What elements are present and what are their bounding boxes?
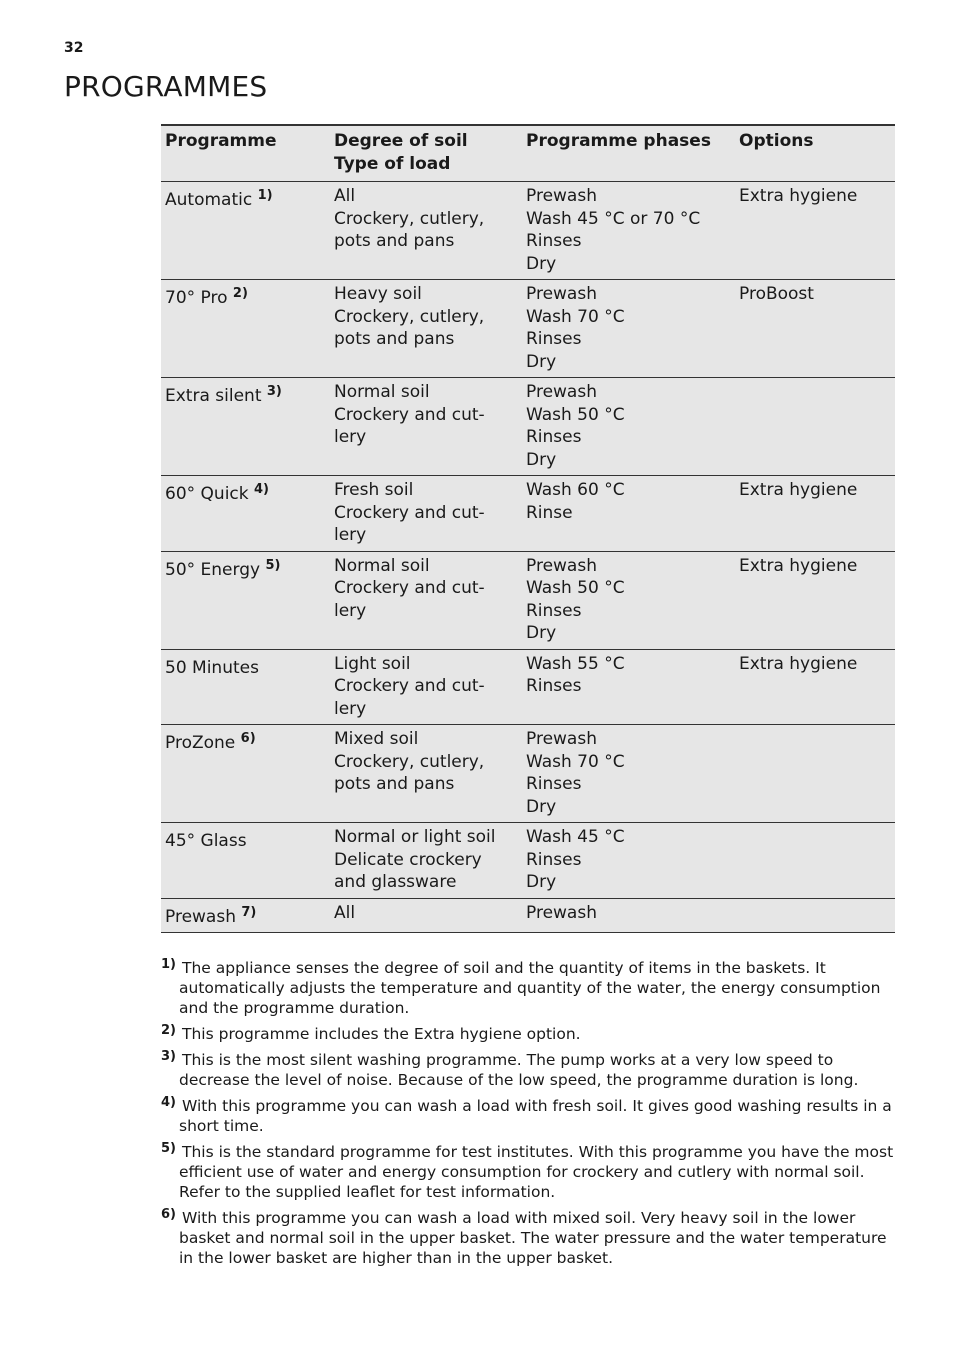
table-row <box>161 649 895 725</box>
options-cell <box>735 476 895 552</box>
phases-cell <box>522 280 735 378</box>
phase-line: Rinses <box>526 600 582 621</box>
programmes-table <box>161 124 895 933</box>
soil-line: lery <box>334 427 367 447</box>
table-row <box>161 823 895 899</box>
options-cell <box>735 551 895 649</box>
soil-line: pots and pans <box>334 231 455 251</box>
phases-cell <box>522 725 735 823</box>
programme-name-wrap <box>165 830 247 853</box>
phase-line: Rinses <box>526 849 582 870</box>
phase-line: Prewash <box>526 729 597 749</box>
options-cell <box>735 182 895 280</box>
phases-cell <box>522 823 735 899</box>
option-text: Extra hygiene <box>739 186 858 206</box>
programme-cell <box>161 182 330 280</box>
table-row <box>161 476 895 552</box>
phase-line: Prewash <box>526 555 597 576</box>
phase-line: Rinses <box>526 676 582 696</box>
header-type-of-load: Type of load <box>334 153 451 174</box>
footnote <box>161 1050 895 1090</box>
options-cell <box>735 280 895 378</box>
programme-name: Extra silent <box>165 386 262 406</box>
soil-line: Light soil <box>334 653 411 674</box>
soil-line: Crockery and cut- <box>334 404 485 425</box>
phase-line: Prewash <box>526 186 597 206</box>
phase-line: Dry <box>526 253 557 274</box>
soil-line: Crockery and cut- <box>334 578 485 598</box>
soil-cell <box>330 378 522 476</box>
soil-line: Crockery, cutlery, <box>334 306 485 327</box>
programme-name: 70° Pro <box>165 288 228 308</box>
phase-line: Wash 45 °C <box>526 827 625 847</box>
header-options-label: Options <box>739 131 814 151</box>
soil-cell <box>330 551 522 649</box>
phase-line: Prewash <box>526 284 597 304</box>
footnote <box>161 1208 895 1268</box>
programme-name: Automatic <box>165 190 253 210</box>
footnote <box>161 1142 895 1202</box>
soil-line: All <box>334 902 356 923</box>
soil-cell <box>330 898 522 933</box>
footnote-reference: 7) <box>241 904 257 920</box>
programme-name-wrap <box>165 385 282 408</box>
phases-cell <box>522 182 735 280</box>
phase-line: Rinse <box>526 502 573 523</box>
soil-line: Crockery and cut- <box>334 676 485 696</box>
footnote-text: This is the most silent washing programme. The pump works at a very low speed to decrease the level of noise. Because of the low speed, the programme duration is long. <box>179 1051 859 1089</box>
phase-line: Wash 55 °C <box>526 653 625 674</box>
phase-line: Wash 70 °C <box>526 306 625 327</box>
page-number: 32 <box>64 40 84 56</box>
phases-cell <box>522 378 735 476</box>
option-text: Extra hygiene <box>739 480 858 500</box>
phase-line: Prewash <box>526 902 597 923</box>
programme-name-wrap <box>165 189 273 212</box>
programme-cell <box>161 280 330 378</box>
programme-name: ProZone <box>165 733 236 753</box>
soil-line: Normal soil <box>334 555 430 576</box>
soil-line: lery <box>334 600 367 621</box>
soil-cell <box>330 476 522 552</box>
footnote-reference: 6) <box>240 731 256 746</box>
table-row <box>161 898 895 933</box>
footnote-reference: 1) <box>257 188 273 203</box>
page-title: PROGRAMMES <box>64 70 268 103</box>
phases-cell <box>522 476 735 552</box>
programme-name: 45° Glass <box>165 831 247 851</box>
footnotes <box>161 958 895 1274</box>
option-text: Extra hygiene <box>739 555 858 576</box>
soil-cell <box>330 725 522 823</box>
footnote-mark: 3) <box>161 1049 176 1064</box>
footnote-text: With this programme you can wash a load with mixed soil. Very heavy soil in the lower basket and normal soil in the upper basket. The water pressure and the water temperature in the lower basket are higher than in the upper basket. <box>179 1209 887 1267</box>
header-programme <box>161 125 330 182</box>
header-phases <box>522 125 735 182</box>
footnote-mark: 5) <box>161 1141 176 1156</box>
footnote-mark: 2) <box>161 1023 176 1038</box>
header-options <box>735 125 895 182</box>
phase-line: Wash 50 °C <box>526 578 625 598</box>
phase-line: Rinses <box>526 231 582 251</box>
option-text: Extra hygiene <box>739 653 858 674</box>
soil-line: Crockery, cutlery, <box>334 208 485 229</box>
soil-line: Crockery, cutlery, <box>334 751 485 772</box>
options-cell <box>735 898 895 933</box>
footnote <box>161 1024 895 1044</box>
programme-cell <box>161 551 330 649</box>
phase-line: Dry <box>526 623 557 643</box>
footnote-mark: 4) <box>161 1095 176 1110</box>
phase-line: Wash 50 °C <box>526 404 625 425</box>
programme-name-wrap <box>165 559 280 582</box>
phases-cell <box>522 551 735 649</box>
table-row <box>161 378 895 476</box>
soil-line: Heavy soil <box>334 284 422 304</box>
phase-line: Rinses <box>526 774 582 794</box>
table-row <box>161 280 895 378</box>
programme-cell <box>161 476 330 552</box>
table-row <box>161 725 895 823</box>
soil-line: and glassware <box>334 872 457 892</box>
phase-line: Prewash <box>526 382 597 402</box>
programme-name-wrap <box>165 657 259 680</box>
soil-line: Crockery and cut- <box>334 502 485 523</box>
phase-line: Dry <box>526 351 557 372</box>
table-body <box>161 182 895 933</box>
programme-name-wrap <box>165 287 248 310</box>
soil-line: Delicate crockery <box>334 849 482 870</box>
header-phases-label: Programme phases <box>526 131 711 151</box>
footnote <box>161 958 895 1018</box>
phases-cell <box>522 649 735 725</box>
phase-line: Wash 70 °C <box>526 751 625 772</box>
soil-line: pots and pans <box>334 774 455 794</box>
programme-cell <box>161 898 330 933</box>
phase-line: Rinses <box>526 329 582 349</box>
soil-line: Normal soil <box>334 382 430 402</box>
footnote-reference: 5) <box>265 557 281 573</box>
phase-line: Rinses <box>526 427 582 447</box>
soil-line: All <box>334 186 356 206</box>
options-cell <box>735 823 895 899</box>
programme-cell <box>161 725 330 823</box>
footnote-mark: 1) <box>161 957 176 972</box>
footnote-text: The appliance senses the degree of soil and the quantity of items in the baskets. It automatically adjusts the temperature and quantity of the water, the energy consumption and the programme duration. <box>179 959 881 1017</box>
footnote-text: This programme includes the Extra hygiene option. <box>182 1025 581 1043</box>
programme-name: 50° Energy <box>165 559 261 580</box>
phases-cell <box>522 898 735 933</box>
footnote-mark: 6) <box>161 1207 176 1222</box>
programme-cell <box>161 378 330 476</box>
soil-line: lery <box>334 525 367 545</box>
options-cell <box>735 725 895 823</box>
soil-line: Normal or light soil <box>334 827 496 847</box>
footnote-reference: 4) <box>254 482 270 497</box>
phase-line: Wash 60 °C <box>526 480 625 500</box>
soil-cell <box>330 649 522 725</box>
programme-name: Prewash <box>165 906 236 927</box>
table-header-row <box>161 125 895 182</box>
phase-line: Dry <box>526 872 557 892</box>
phase-line: Wash 45 °C or 70 °C <box>526 208 701 229</box>
footnote-reference: 3) <box>266 384 282 399</box>
programme-name: 60° Quick <box>165 484 249 504</box>
programme-name-wrap <box>165 483 269 506</box>
options-cell <box>735 378 895 476</box>
phase-line: Dry <box>526 796 557 817</box>
options-cell <box>735 649 895 725</box>
programme-cell <box>161 649 330 725</box>
header-programme-label: Programme <box>165 131 277 151</box>
table-row <box>161 551 895 649</box>
programme-name: 50 Minutes <box>165 657 259 678</box>
soil-line: pots and pans <box>334 329 455 349</box>
soil-cell <box>330 182 522 280</box>
soil-cell <box>330 280 522 378</box>
header-soil <box>330 125 522 182</box>
footnote-text: This is the standard programme for test institutes. With this programme you have the most efficient use of water and energy consumption for crockery and cutlery with normal soil. Refer to the supplied leaflet for test information. <box>179 1143 894 1201</box>
footnote <box>161 1096 895 1136</box>
footnote-reference: 2) <box>232 286 248 301</box>
soil-cell <box>330 823 522 899</box>
footnote-text: With this programme you can wash a load with fresh soil. It gives good washing results in a short time. <box>179 1097 892 1135</box>
programme-name-wrap <box>165 906 256 929</box>
programme-cell <box>161 823 330 899</box>
soil-line: Fresh soil <box>334 480 414 500</box>
programme-name-wrap <box>165 732 256 755</box>
phase-line: Dry <box>526 449 557 470</box>
soil-line: Mixed soil <box>334 729 419 749</box>
option-text: ProBoost <box>739 284 814 304</box>
table-row <box>161 182 895 280</box>
header-degree-of-soil: Degree of soil <box>334 131 468 151</box>
soil-line: lery <box>334 698 367 719</box>
